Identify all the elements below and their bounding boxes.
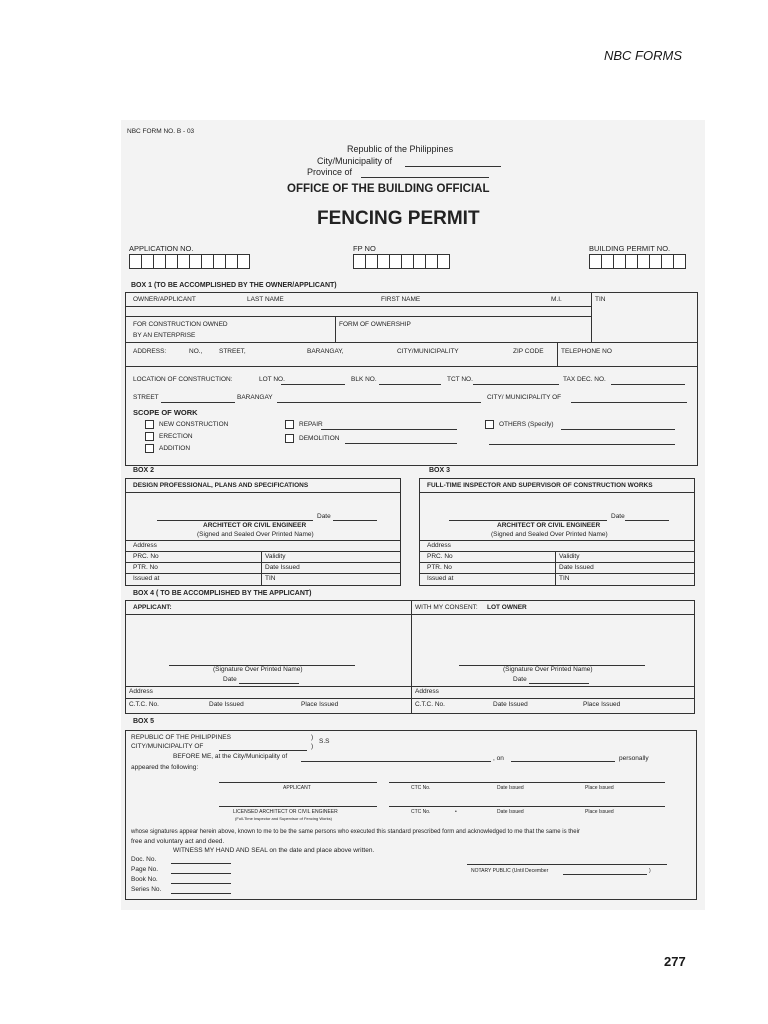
zip-code-label: ZIP CODE	[513, 348, 544, 355]
box5-republic: REPUBLIC OF THE PHILIPPINES	[131, 734, 231, 741]
box5-applicant-ctc-label: CTC No.	[411, 785, 431, 791]
demolition-checkbox[interactable]	[285, 434, 294, 443]
building-permit-no-label: BUILDING PERMIT NO.	[589, 244, 671, 253]
telephone-label: TELEPHONE NO	[561, 348, 612, 355]
box4-applicant-ctc-label: C.T.C. No.	[129, 701, 159, 708]
box5-ss: S.S	[319, 738, 330, 745]
box2-issued-at-label: Issued at	[133, 575, 160, 582]
box4-owner-ctc-label: C.T.C. No.	[415, 701, 445, 708]
box3-date-issued-label: Date Issued	[559, 564, 594, 571]
blk-no-label: BLK NO.	[351, 376, 377, 383]
box4-applicant-date-issued-label: Date Issued	[209, 701, 244, 708]
last-name-label: LAST NAME	[247, 296, 284, 303]
republic-heading: Republic of the Philippines	[347, 144, 454, 154]
box5-label: BOX 5	[133, 718, 155, 725]
building-permit-no-field[interactable]	[589, 254, 685, 269]
box2-signer-note: (Signed and Sealed Over Printed Name)	[197, 531, 314, 538]
office-heading: OFFICE OF THE BUILDING OFFICIAL	[287, 183, 490, 195]
tct-no-label: TCT NO.	[447, 376, 473, 383]
box4-owner-address-label: Address	[415, 688, 439, 695]
box3-address-label: Address	[427, 542, 451, 549]
address-no-label: NO.,	[189, 348, 203, 355]
box3-signer: ARCHITECT OR CIVIL ENGINEER	[497, 522, 601, 529]
province-heading: Province of	[307, 167, 353, 177]
box5-before-me: BEFORE ME, at the City/Municipality of	[173, 753, 288, 760]
box3-ptr-no-label: PTR. No	[427, 564, 452, 571]
box2-validity-label: Validity	[265, 553, 286, 560]
box4-lot-owner-label: LOT OWNER	[487, 604, 527, 611]
box4-applicant-signature-label: (Signature Over Printed Name)	[213, 666, 303, 673]
box4-frame	[125, 600, 695, 714]
box5-free-text: free and voluntary act and deed.	[131, 838, 225, 845]
box2-date-label: Date	[317, 513, 331, 520]
location-label: LOCATION OF CONSTRUCTION:	[133, 376, 233, 383]
repair-label: REPAIR	[299, 421, 323, 428]
addition-label: ADDITION	[159, 445, 191, 452]
box4-consent-label: WITH MY CONSENT:	[415, 604, 478, 611]
box2-ptr-no-label: PTR. No	[133, 564, 158, 571]
box2-label: BOX 2	[133, 467, 155, 474]
box1-title: BOX 1 (TO BE ACCOMPLISHED BY THE OWNER/APPLICANT)	[131, 282, 337, 289]
box5-appeared: appeared the following:	[131, 764, 199, 771]
box3-issued-at-label: Issued at	[427, 575, 454, 582]
box5-witness-text: WITNESS MY HAND AND SEAL on the date and place above written.	[173, 847, 375, 854]
box2-prc-no-label: PRC. No	[133, 553, 159, 560]
box5-licensed-place-issued-label: Place Issued	[585, 809, 614, 815]
form-title: FENCING PERMIT	[317, 208, 480, 229]
box5-licensed-note: (Full-Time Inspector and Supervisor of Fencing Works)	[235, 816, 332, 821]
new-construction-label: NEW CONSTRUCTION	[159, 421, 229, 428]
erection-checkbox[interactable]	[145, 432, 154, 441]
box2-date-issued-label: Date Issued	[265, 564, 300, 571]
box5-licensed-date-issued-label: Date Issued	[497, 809, 524, 815]
repair-checkbox[interactable]	[285, 420, 294, 429]
scope-of-work-heading: SCOPE OF WORK	[133, 408, 198, 417]
box5-applicant-label: APPLICANT	[283, 785, 311, 791]
application-no-label: APPLICATION NO.	[129, 244, 194, 253]
box2-address-label: Address	[133, 542, 157, 549]
box5-notary-label: NOTARY PUBLIC (Until December	[471, 868, 549, 874]
box4-applicant-place-issued-label: Place Issued	[301, 701, 339, 708]
box5-series-no-label: Series No.	[131, 886, 162, 893]
demolition-label: DEMOLITION	[299, 435, 340, 442]
page-number: 277	[664, 954, 686, 969]
box3-signer-note: (Signed and Sealed Over Printed Name)	[491, 531, 608, 538]
form-number: NBC FORM NO. B - 03	[127, 128, 195, 135]
box4-owner-place-issued-label: Place Issued	[583, 701, 621, 708]
box5-licensed-ctc-label: CTC No.	[411, 809, 431, 815]
box4-applicant-label: APPLICANT:	[133, 604, 172, 611]
location-street-label: STREET	[133, 394, 159, 401]
city-heading: City/Municipality of	[317, 156, 393, 166]
construction-owned-label: FOR CONSTRUCTION OWNED	[133, 321, 228, 328]
tax-dec-no-label: TAX DEC. NO.	[563, 376, 606, 383]
address-barangay-label: BARANGAY,	[307, 348, 344, 355]
box5-notary-close: )	[649, 868, 651, 874]
fp-no-label: FP NO	[353, 244, 376, 253]
box4-applicant-date-label: Date	[223, 676, 237, 683]
box2-title: DESIGN PROFESSIONAL, PLANS AND SPECIFICATIONS	[133, 482, 309, 489]
addition-checkbox[interactable]	[145, 444, 154, 453]
box3-date-label: Date	[611, 513, 625, 520]
location-city-label: CITY/ MUNICIPALITY OF	[487, 394, 562, 401]
box5-personally: personally	[619, 755, 649, 762]
address-label: ADDRESS:	[133, 348, 167, 355]
form-of-ownership-label: FORM OF OWNERSHIP	[339, 321, 411, 328]
first-name-label: FIRST NAME	[381, 296, 421, 303]
enterprise-label: BY AN ENTERPRISE	[133, 332, 196, 339]
box3-prc-no-label: PRC. No	[427, 553, 453, 560]
box5-book-no-label: Book No.	[131, 876, 158, 883]
box5-licensed-label: LICENSED ARCHITECT OR CIVIL ENGINEER	[233, 809, 338, 815]
header-title: NBC FORMS	[604, 48, 682, 63]
lot-no-label: LOT NO.	[259, 376, 285, 383]
others-checkbox[interactable]	[485, 420, 494, 429]
box4-title: BOX 4 ( TO BE ACCOMPLISHED BY THE APPLICANT)	[133, 590, 312, 597]
fencing-permit-form	[121, 120, 705, 910]
mi-label: M.I.	[551, 296, 562, 303]
box5-on: , on	[493, 755, 504, 762]
box4-owner-signature-label: (Signature Over Printed Name)	[503, 666, 593, 673]
box4-applicant-address-label: Address	[129, 688, 153, 695]
box5-ss-paren: )	[311, 734, 314, 741]
box2-signer: ARCHITECT OR CIVIL ENGINEER	[203, 522, 307, 529]
box5-city: CITY/MUNICIPALITY OF	[131, 743, 204, 750]
address-city-label: CITY/MUNICIPALITY	[397, 348, 459, 355]
erection-label: ERECTION	[159, 433, 193, 440]
box5-dot: •	[455, 809, 457, 815]
box5-whose-text: whose signatures appear herein above, known to me to be the same persons who executed this standard prescribed form and acknowledged to me that the same is their	[131, 829, 580, 835]
box5-city-paren: )	[311, 743, 314, 750]
box5-doc-no-label: Doc. No.	[131, 856, 157, 863]
box4-owner-date-issued-label: Date Issued	[493, 701, 528, 708]
new-construction-checkbox[interactable]	[145, 420, 154, 429]
application-no-field[interactable]	[129, 254, 249, 269]
box2-tin-label: TIN	[265, 575, 276, 582]
box4-owner-date-label: Date	[513, 676, 527, 683]
location-barangay-label: BARANGAY	[237, 394, 273, 401]
others-label: OTHERS (Specify)	[499, 421, 554, 428]
fp-no-field[interactable]	[353, 254, 449, 269]
box3-label: BOX 3	[429, 467, 451, 474]
box5-applicant-date-issued-label: Date Issued	[497, 785, 524, 791]
address-street-label: STREET,	[219, 348, 246, 355]
box5-page-no-label: Page No.	[131, 866, 159, 873]
tin-label: TIN	[595, 296, 606, 303]
box3-title: FULL-TIME INSPECTOR AND SUPERVISOR OF CONSTRUCTION WORKS	[427, 482, 653, 489]
box5-applicant-place-issued-label: Place Issued	[585, 785, 614, 791]
box3-tin-label: TIN	[559, 575, 570, 582]
owner-applicant-label: OWNER/APPLICANT	[133, 296, 196, 303]
box3-validity-label: Validity	[559, 553, 580, 560]
